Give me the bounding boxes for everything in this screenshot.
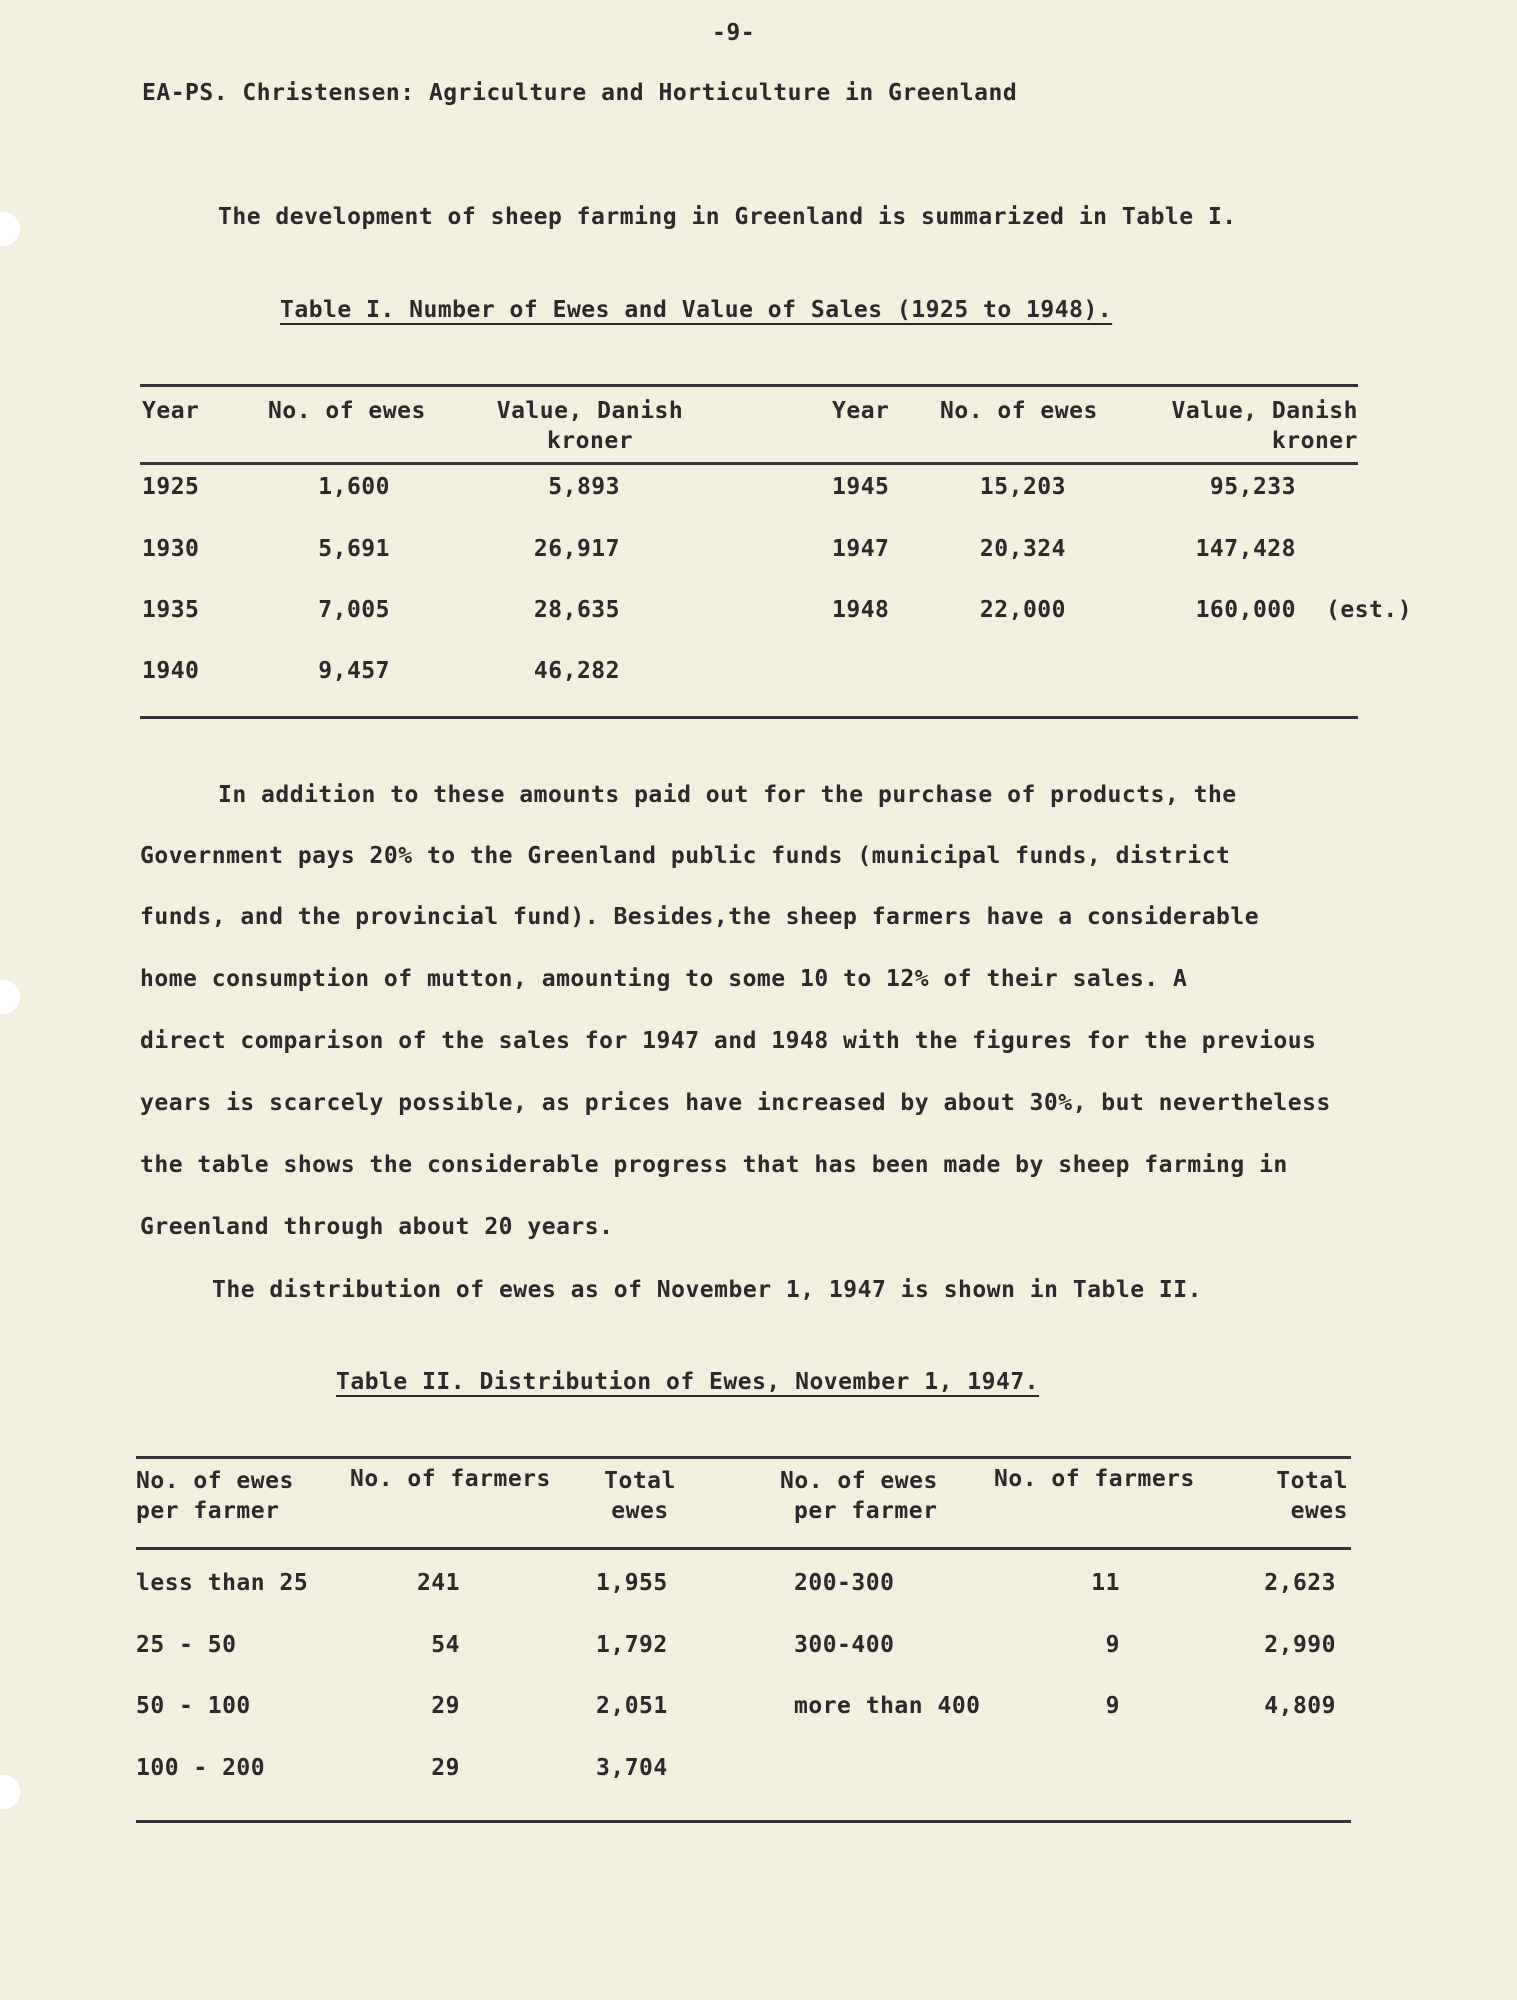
table2-header-farmers-right: No. of farmers [994,1466,1195,1492]
intro-sentence: The development of sheep farming in Greenland is summarized in Table I. [218,204,1237,230]
punch-hole [0,212,20,246]
table-cell-ewes: 22,000 [979,597,1066,623]
table-cell-value: 46,282 [533,658,620,684]
table1-header-value-line1: Value, Danish [496,398,684,424]
table2-header-per-farmer-right-line2: per farmer [794,1498,938,1524]
table2-header-per-farmer-line1: No. of ewes [136,1468,294,1494]
table-cell-farmers: 9 [1105,1632,1120,1658]
table-cell-farmers: 241 [416,1570,460,1596]
table-cell-year: 1947 [832,536,890,562]
table-cell-ewes: 5,691 [318,536,390,562]
table-cell-farmers: 29 [431,1693,460,1719]
table2-header-total [580,1466,700,1526]
table1-header-value-right-line2: kroner [1271,428,1358,454]
table-cell-value: 95,233 [1209,474,1296,500]
table-cell-value: 160,000 [1195,597,1296,623]
table2-header-rule [136,1547,1351,1550]
table2-header-total-right-line2: ewes [1290,1498,1348,1524]
table2-bottom-rule [136,1820,1351,1823]
punch-hole [0,1775,20,1809]
table2-header-total-line2: ewes [611,1498,669,1524]
table1-header-ewes-right: No. of ewes [940,398,1098,424]
table-cell-range: 200-300 [794,1570,895,1596]
table1-header-value-right-line1: Value, Danish [1171,398,1358,424]
table-cell-year: 1935 [142,597,200,623]
table-cell-year: 1930 [142,536,200,562]
table-cell-farmers: 54 [431,1632,460,1658]
table-cell-range: less than 25 [136,1570,309,1596]
running-header: EA-PS. Christensen: Agriculture and Horticulture in Greenland [142,80,1018,106]
paragraph-line: funds, and the provincial fund). Besides,the sheep farmers have a considerable [140,904,1260,930]
table-cell-total: 2,051 [596,1693,668,1719]
table-cell-total: 1,792 [596,1632,668,1658]
table-cell-range: more than 400 [794,1693,981,1719]
table-cell-farmers: 9 [1105,1693,1120,1719]
table2-header-per-farmer [136,1466,294,1526]
table-cell-value: 28,635 [533,597,620,623]
table2-header-total-line1: Total [604,1468,676,1494]
table2-header-total-right [1226,1466,1348,1526]
table-cell-range: 25 - 50 [136,1632,237,1658]
table1-header-year-right: Year [832,398,890,424]
table-cell-farmers: 29 [431,1755,460,1781]
table-cell-year: 1948 [832,597,890,623]
table-cell-total: 1,955 [596,1570,668,1596]
paragraph-line: Greenland through about 20 years. [140,1214,614,1240]
table1-header-year: Year [142,398,200,424]
table1-header-rule [140,462,1358,465]
table-cell-range: 50 - 100 [136,1693,251,1719]
table1-header-ewes: No. of ewes [268,398,426,424]
paragraph-line: the table shows the considerable progress that has been made by sheep farming in [140,1152,1288,1178]
table1-header-value [480,396,700,456]
punch-hole [0,980,20,1014]
table-cell-year: 1945 [832,474,890,500]
paragraph-line: In addition to these amounts paid out for the purchase of products, the [218,782,1237,808]
paragraph-line: home consumption of mutton, amounting to some 10 to 12% of their sales. A [140,966,1188,992]
table-cell-total: 3,704 [596,1755,668,1781]
table2-header-per-farmer-line2: per farmer [136,1498,280,1524]
table1-caption: Table I. Number of Ewes and Value of Sales (1925 to 1948). [280,297,1113,323]
table-cell-range: 300-400 [794,1632,895,1658]
paragraph-line: direct comparison of the sales for 1947 and 1948 with the figures for the previous [140,1028,1317,1054]
table-cell-total: 2,990 [1264,1632,1336,1658]
table-cell-value: 5,893 [548,474,620,500]
table-cell-farmers: 11 [1091,1570,1120,1596]
table-cell-ewes: 7,005 [318,597,390,623]
table1-header-value-right [1120,396,1358,456]
table-cell-ewes: 20,324 [979,536,1066,562]
table-cell-ewes: 15,203 [979,474,1066,500]
table-cell-value: 147,428 [1195,536,1296,562]
estimate-note: (est.) [1326,597,1413,623]
table2-header-farmers: No. of farmers [350,1466,551,1492]
distribution-sentence: The distribution of ewes as of November 1, 1947 is shown in Table II. [212,1277,1202,1303]
paragraph-line: Government pays 20% to the Greenland public funds (municipal funds, district [140,843,1231,869]
paragraph-line: years is scarcely possible, as prices have increased by about 30%, but nevertheless [140,1090,1331,1116]
table-cell-total: 4,809 [1264,1693,1336,1719]
table2-header-per-farmer-right [780,1466,938,1526]
table1-header-value-line2: kroner [546,428,634,454]
page-number: -9- [712,20,756,46]
table2-caption: Table II. Distribution of Ewes, November 1, 1947. [336,1369,1040,1395]
table-cell-ewes: 9,457 [318,658,390,684]
table1-top-rule [140,384,1358,387]
table2-header-total-right-line1: Total [1276,1468,1348,1494]
table2-header-per-farmer-right-line1: No. of ewes [780,1468,938,1494]
table-cell-value: 26,917 [533,536,620,562]
table1-bottom-rule [140,716,1358,719]
table-cell-total: 2,623 [1264,1570,1336,1596]
table-cell-year: 1940 [142,658,200,684]
table-cell-ewes: 1,600 [318,474,390,500]
table-cell-range: 100 - 200 [136,1755,266,1781]
table2-top-rule [136,1456,1351,1459]
table-cell-year: 1925 [142,474,200,500]
